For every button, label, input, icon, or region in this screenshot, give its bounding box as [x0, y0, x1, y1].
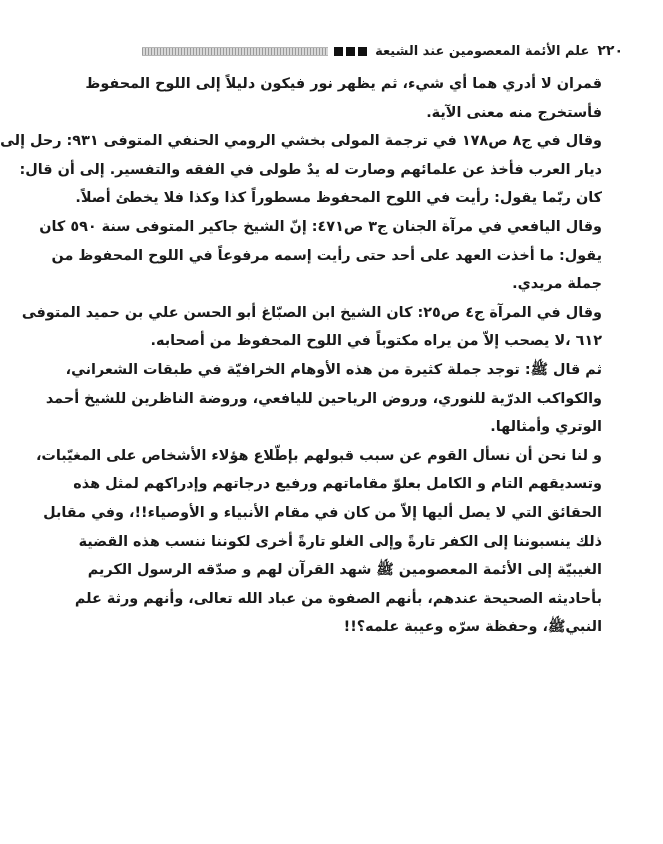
text-line: وتسديقهم التام و الكامل بعلوّ مقاماتهم ورفيع درجاتهم وإدراكهم لمثل هذه: [73, 476, 602, 493]
text-line: كان ربّما يقول: رأيت في اللوح المحفوظ مسطوراً كذا وكذا فلا يخطئ أصلاً.: [75, 190, 602, 207]
text-line: ديار العرب فأخذ عن علمائهم وصارت له يدٌ طولى في الفقه والتفسير. إلى أن قال:: [19, 161, 602, 178]
text-line: وقال في ج٨ ص١٧٨ في ترجمة المولى بخشي الرومي الحنفي المتوفى ٩٣١: رحل إلى: [0, 133, 602, 150]
page-number: ٢٢٠: [597, 43, 623, 59]
text-line: وقال في المرآة ج٤ ص٢٥: كان الشيخ ابن الصبّاغ أبو الحسن علي بن حميد المتوفى: [21, 304, 602, 321]
text-line: ذلك ينسبوننا إلى الكفر تارةً وإلى الغلو تارةً أخرى لكوننا ننسب هذه القضية: [78, 533, 602, 550]
text-line: النبيﷺ، وحفظة سرّه وعيبة علمه؟!!: [343, 619, 602, 636]
text-line: وقال اليافعي في مرآة الجنان ج٣ ص٤٧١: إنّ الشيخ جاكير المتوفى سنة ٥٩٠ كان: [39, 218, 602, 235]
text-line: الحقائق التي لا يصل أليها إلاّ من كان في مقام الأنبياء و الأوصياء!!، وفي مقابل: [43, 504, 602, 521]
text-line: يقول: ما أخذت العهد على أحد حتى رأيت إسمه مرفوعاً في اللوح المحفوظ من: [51, 247, 602, 264]
header-decorative-rule: [142, 47, 328, 56]
text-line: الوتري وأمثالها.: [490, 419, 602, 436]
text-line: ثم قال ﷺ: توجد جملة كثيرة من هذه الأوهام الخرافيّة في طبقات الشعراني،: [65, 361, 602, 378]
text-line: و لنا نحن أن نسأل القوم عن سبب قبولهم بإطّلاع هؤلاء الأشخاص على المغيّبات،: [35, 447, 602, 464]
text-line: ٦١٢ ،لا يصحب إلاّ من يراه مكتوباً في اللوح المحفوظ من أصحابه.: [150, 333, 602, 350]
square-ornament-icon: [358, 47, 367, 56]
running-title: علم الأئمة المعصومين عند الشيعة: [375, 43, 590, 59]
text-line: جملة مريدي.: [512, 276, 602, 293]
body-text: [0, 70, 602, 642]
text-line: الغيبيّة إلى الأئمة المعصومين ﷺ شهد القرآن لهم و صدّقه الرسول الكريم: [87, 562, 602, 579]
square-ornament-icon: [346, 47, 355, 56]
page-header: [142, 40, 623, 62]
text-line: قمران لا أدري هما أي شيء، ثم يظهر نور فيكون دليلاً إلى اللوح المحفوظ: [85, 76, 602, 92]
text-line: بأحاديثه الصحيحة عندهم، بأنهم الصفوة من عباد الله تعالى، وأنهم ورثة علم: [74, 590, 602, 607]
text-line: فأستخرج منه معنى الآية.: [426, 104, 602, 121]
text-line: والكواكب الدرّية للنوري، وروض الرياحين لليافعي، وروضة الناظرين للشيخ أحمد: [45, 390, 602, 407]
header-ornament-squares: [334, 47, 367, 56]
square-ornament-icon: [334, 47, 343, 56]
